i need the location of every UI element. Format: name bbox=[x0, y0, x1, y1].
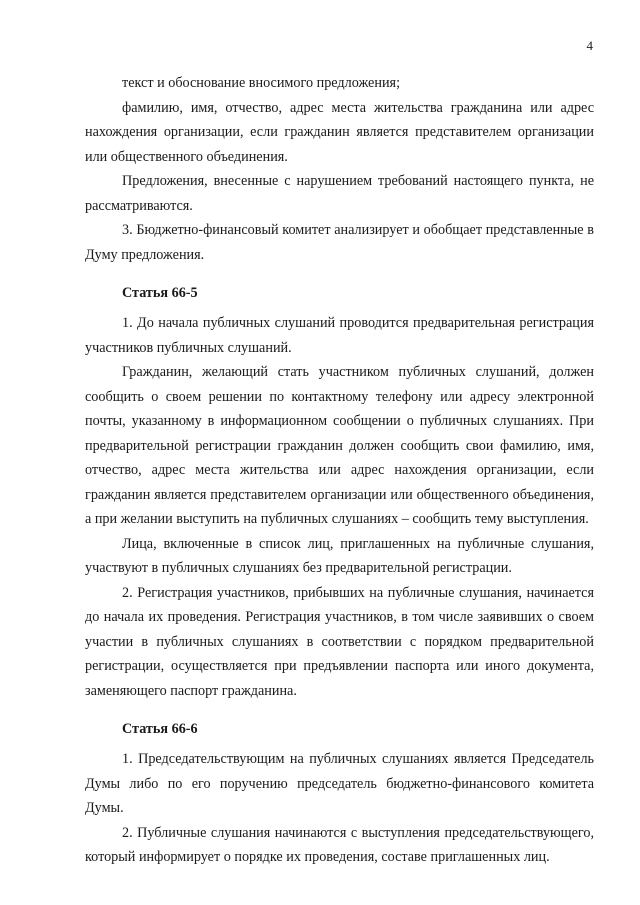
article-heading: Статья 66-5 bbox=[122, 285, 198, 301]
paragraph: Гражданин, желающий стать участником публичных слушаний, должен сообщить о своем решении по контактному телефону или адресу электронной почты, указанному в информационном сообщении о публичных слушаниях. При предварительной регистрации гражданин должен сообщить свои фамилию, имя, отчество, адрес места жительства или адрес нахождения организации, если гражданин является представителем организации или общественного объединения, а при желании выступить на публичных слушаниях – сообщить тему выступления. bbox=[85, 364, 594, 527]
paragraph: Лица, включенные в список лиц, приглашенных на публичные слушания, участвуют в публичных слушаниях без предварительной регистрации. bbox=[85, 535, 594, 576]
page-number: 4 bbox=[586, 38, 593, 53]
paragraph: 1. Председательствующим на публичных слушаниях является Председатель Думы либо по его поручению председатель бюджетно-финансового комитета Думы. bbox=[85, 751, 594, 816]
paragraph: 2. Регистрация участников, прибывших на публичные слушания, начинается до начала их проведения. Регистрация участников, в том числе заявивших о своем участии в публичных слушаниях в соответствии с порядком предварительной регистрации, осуществляется при предъявлении паспорта или иного документа, заменяющего паспорт гражданина. bbox=[85, 584, 594, 699]
paragraph: 2. Публичные слушания начинаются с выступления председательствующего, который информирует о порядке их проведения, составе приглашенных лиц. bbox=[85, 824, 594, 865]
paragraph: Предложения, внесенные с нарушением требований настоящего пункта, не рассматриваются. bbox=[85, 173, 594, 214]
spacer bbox=[85, 703, 594, 717]
document-body bbox=[85, 71, 594, 870]
article-heading: Статья 66-6 bbox=[122, 721, 198, 737]
spacer bbox=[85, 267, 594, 281]
paragraph: фамилию, имя, отчество, адрес места жительства гражданина или адрес нахождения организации, если гражданин является представителем организации или общественного объединения. bbox=[85, 99, 594, 165]
paragraph: 1. До начала публичных слушаний проводится предварительная регистрация участников публичных слушаний. bbox=[85, 315, 594, 356]
paragraph: 3. Бюджетно-финансовый комитет анализирует и обобщает представленные в Думу предложения. bbox=[85, 222, 594, 263]
paragraph: текст и обоснование вносимого предложения; bbox=[122, 75, 401, 91]
